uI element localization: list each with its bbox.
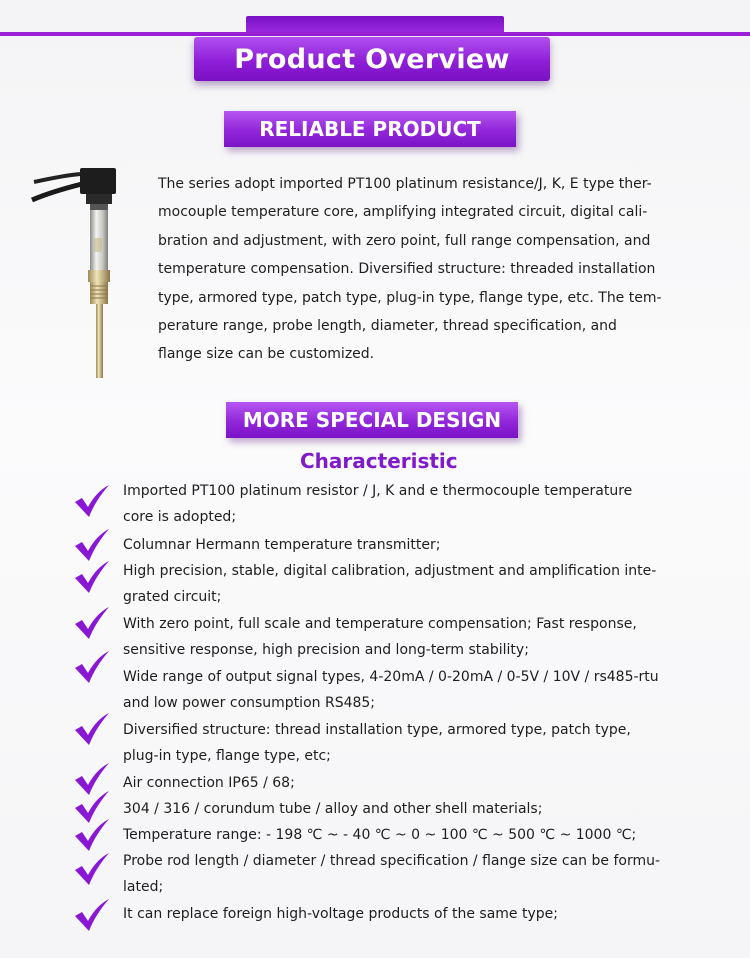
feature-text <box>123 848 698 901</box>
feature-line: plug-in type, flange type, etc; <box>123 748 331 765</box>
feature-line: Diversified structure: thread installation type, armored type, patch type, <box>123 722 631 738</box>
feature-text <box>123 796 698 822</box>
checkmark-icon <box>74 560 110 594</box>
feature-line: With zero point, full scale and temperature compensation; Fast response, <box>123 616 637 632</box>
feature-line: Wide range of output signal types, 4-20mA / 0-20mA / 0-5V / 10V / rs485-rtu <box>123 669 659 685</box>
checkmark-icon <box>74 852 110 886</box>
feature-line: 304 / 316 / corundum tube / alloy and other shell materials; <box>123 801 543 817</box>
intro-line: mocouple temperature core, amplifying integrated circuit, digital cali- <box>158 204 648 221</box>
intro-line: type, armored type, patch type, plug-in type, flange type, etc. The tem- <box>158 289 662 306</box>
checkmark-icon <box>74 484 110 518</box>
checkmark-icon <box>74 528 110 562</box>
feature-text <box>123 901 698 927</box>
page-title: Product Overview <box>194 37 550 81</box>
section-banner-more-special-design: MORE SPECIAL DESIGN <box>226 402 518 438</box>
checkmark-icon <box>74 818 110 852</box>
feature-text <box>123 770 698 796</box>
checkmark-icon <box>74 606 110 640</box>
feature-text <box>123 532 698 558</box>
feature-text <box>123 822 698 848</box>
feature-line: Temperature range: - 198 ℃ ~ - 40 ℃ ~ 0 ~ 100 ℃ ~ 500 ℃ ~ 1000 ℃; <box>123 827 637 843</box>
feature-line: Probe rod length / diameter / thread specification / flange size can be formu- <box>123 853 661 869</box>
feature-line: lated; <box>123 879 164 896</box>
characteristic-subtitle: Characteristic <box>300 449 458 473</box>
feature-text <box>123 558 698 611</box>
feature-text <box>123 611 698 664</box>
feature-text <box>123 664 698 717</box>
intro-line: temperature compensation. Diversified structure: threaded installation <box>158 261 656 278</box>
checkmark-icon <box>74 712 110 746</box>
feature-line: Imported PT100 platinum resistor / J, K and e thermocouple temperature <box>123 483 633 499</box>
feature-line: and low power consumption RS485; <box>123 695 376 712</box>
checkmark-icon <box>74 650 110 684</box>
feature-line: Air connection IP65 / 68; <box>123 775 295 791</box>
intro-line: perature range, probe length, diameter, thread specification, and <box>158 318 617 335</box>
checkmark-icon <box>74 898 110 932</box>
feature-line: core is adopted; <box>123 509 237 526</box>
feature-line: grated circuit; <box>123 589 222 606</box>
intro-line: bration and adjustment, with zero point, full range compensation, and <box>158 232 651 249</box>
section-banner-reliable-product: RELIABLE PRODUCT <box>224 111 516 147</box>
feature-line: It can replace foreign high-voltage products of the same type; <box>123 906 558 922</box>
feature-line: sensitive response, high precision and long-term stability; <box>123 642 529 659</box>
intro-line: The series adopt imported PT100 platinum resistance/J, K, E type ther- <box>158 176 652 192</box>
feature-text <box>123 717 698 770</box>
intro-line: flange size can be customized. <box>158 346 375 363</box>
feature-text <box>123 478 698 531</box>
feature-line: High precision, stable, digital calibration, adjustment and amplification inte- <box>123 563 657 579</box>
feature-line: Columnar Hermann temperature transmitter; <box>123 537 441 553</box>
